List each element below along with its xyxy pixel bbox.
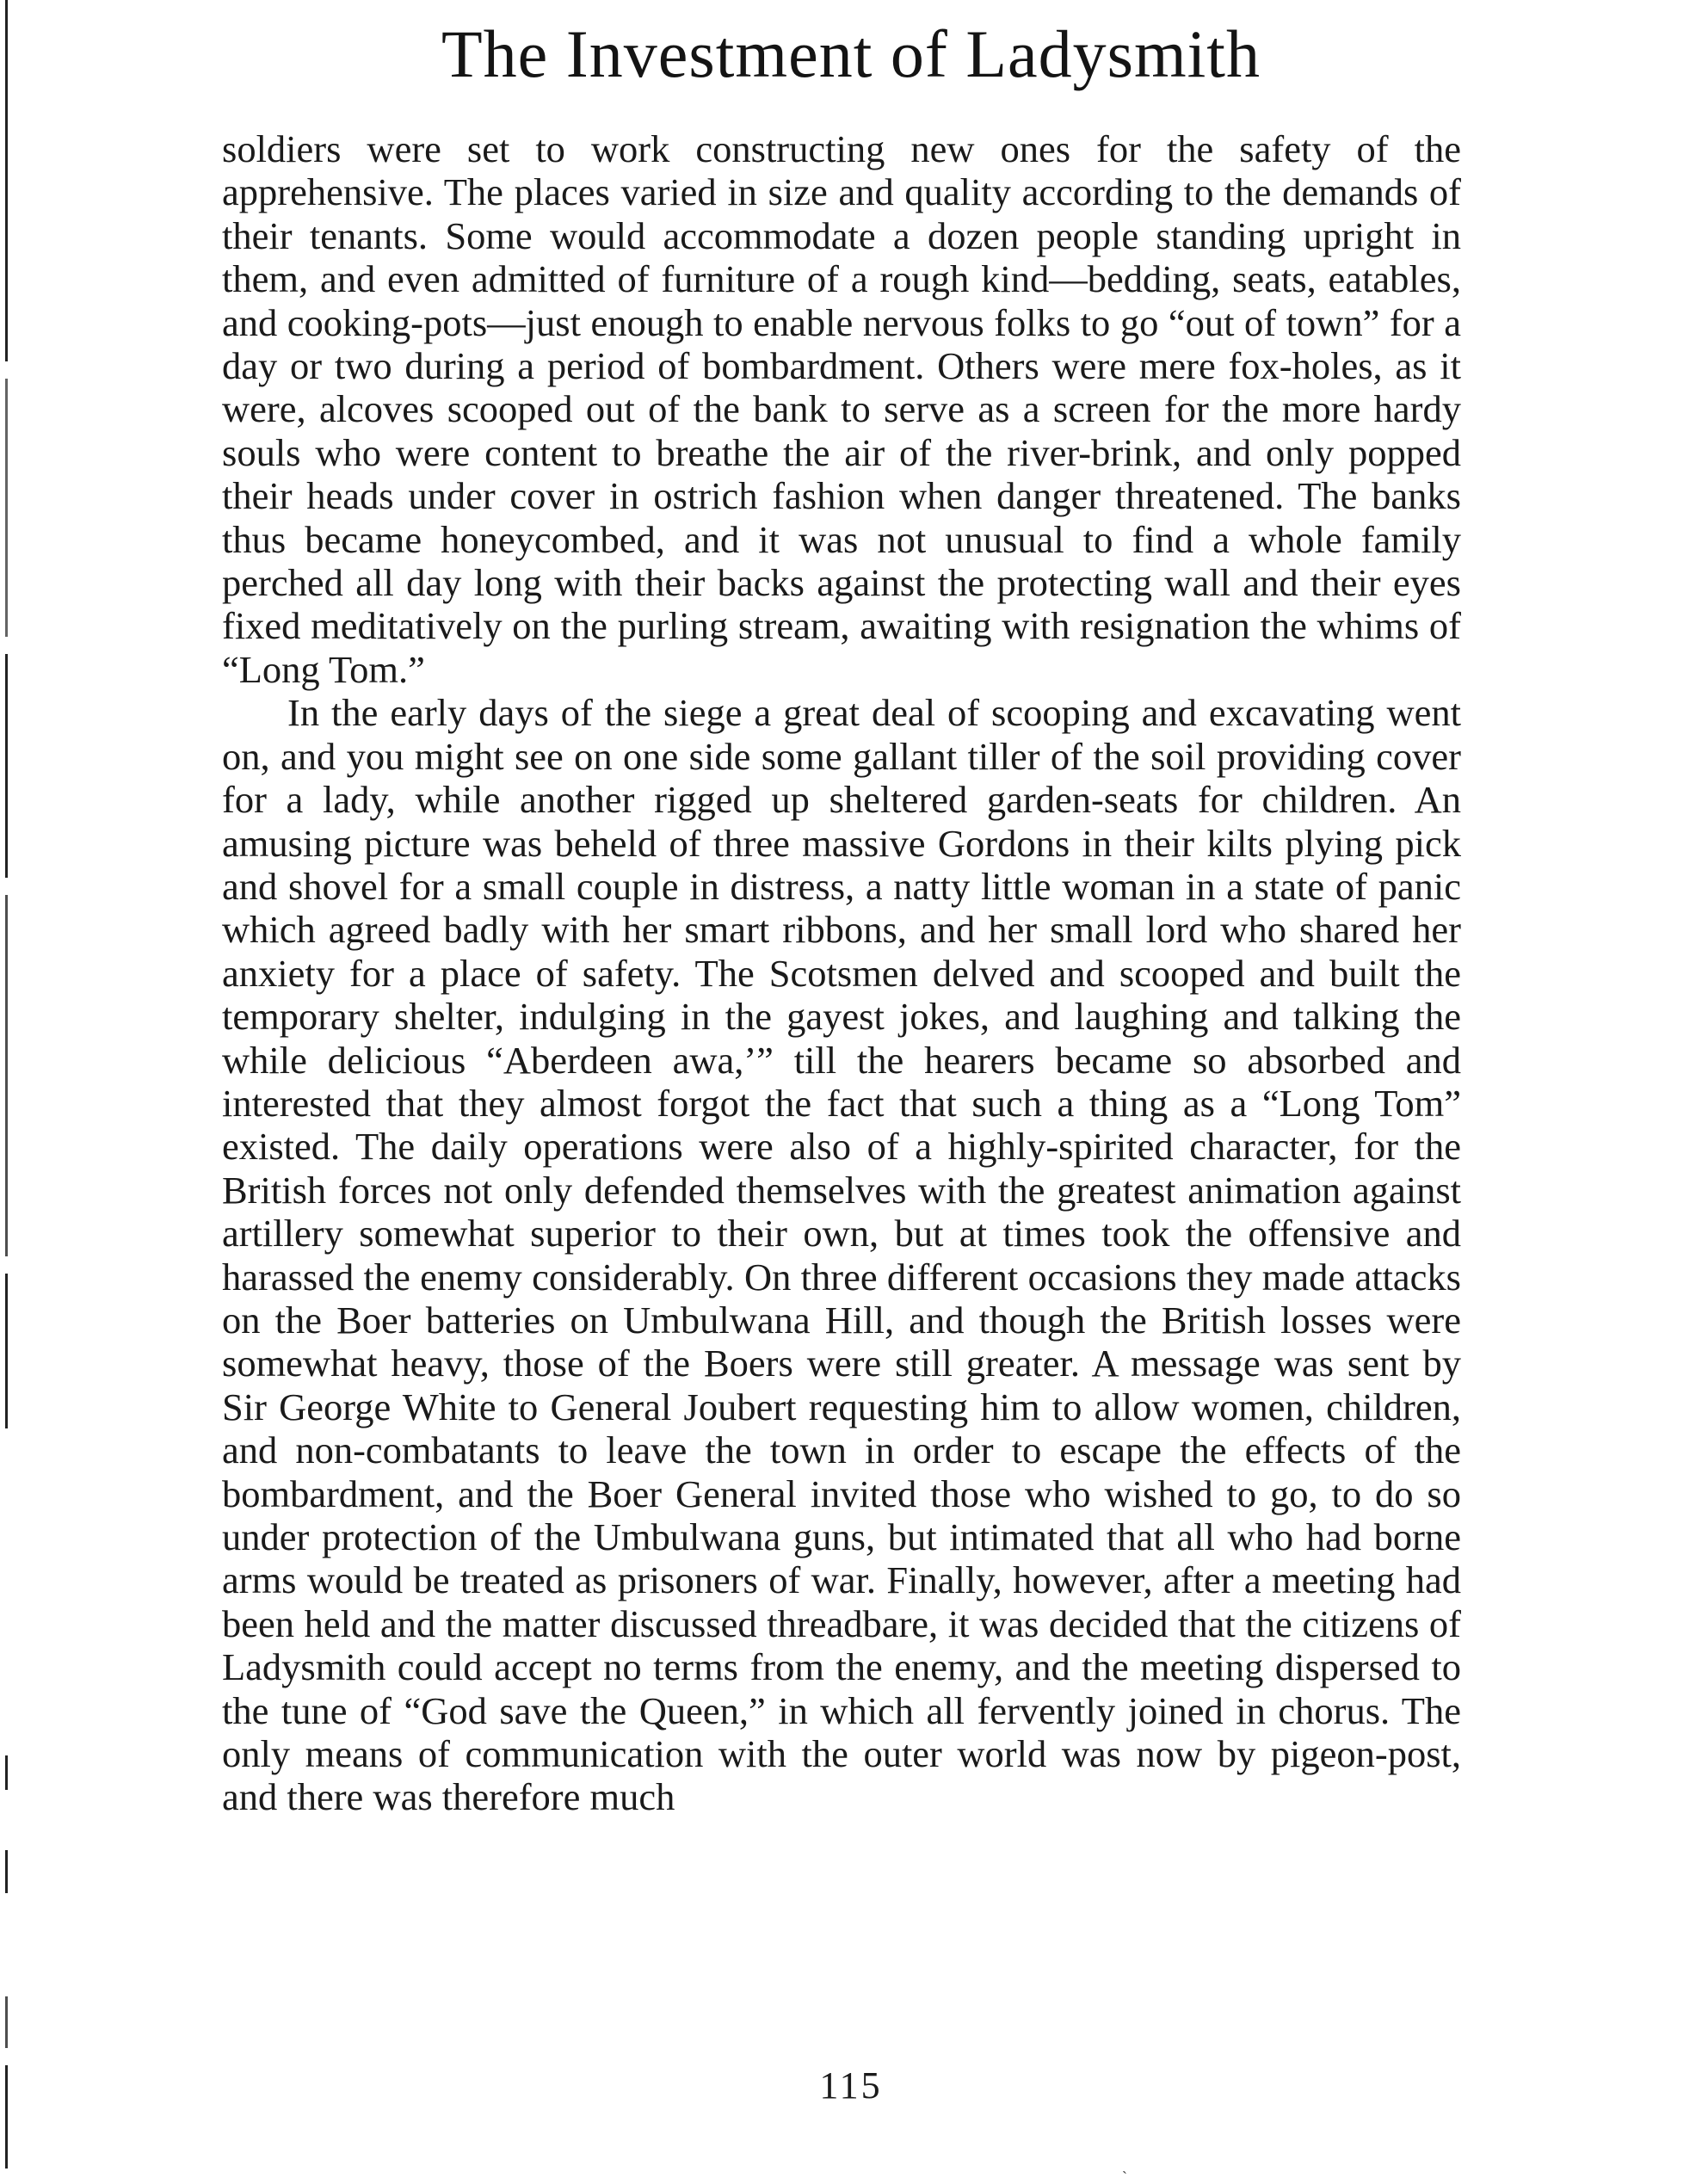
page-number: 115 (819, 2064, 883, 2107)
running-head: The Investment of Ladysmith (441, 16, 1261, 91)
print-speck: ˏ (1122, 2156, 1127, 2174)
binding-edge-shadow (5, 0, 9, 2184)
paragraph-siege-excavations: In the early days of the siege a great deal of scooping and excavating went on, and you might see on one side some gallant tiller of the soil providing cover for a lady, while another rigged up sheltered garden-seats for children. An amusing picture was beheld of three massive Gordons in their kilts plying pick and shovel for a small couple in distress, a natty little woman in a state of panic which agreed badly with her smart ribbons, and her small lord who shared her anxiety for a place of safety. The Scotsmen delved and scooped and built the temporary shelter, indulging in the gayest jokes, and laughing and talking the while delicious “Aberdeen awa,’” till the hearers became so absorbed and interested that they almost forgot the fact that such a thing as a “Long Tom” existed. The daily operations were also of a highly-spirited character, for the British forces not only defended themselves with the greatest animation against artillery somewhat superior to their own, but at times took the offensive and harassed the enemy considerably. On three different occasions they made attacks on the Boer batteries on Umbulwana Hill, and though the British losses were somewhat heavy, those of the Boers were still greater. A message was sent by Sir George White to General Joubert requesting him to allow women, children, and non-combatants to leave the town in order to escape the effects of the bombardment, and the Boer General invited those who wished to go, to do so under protection of the Umbulwana guns, but intimated that all who had borne arms would be treated as prisoners of war. Finally, however, after a meeting had been held and the matter discussed threadbare, it was decided that the citizens of Ladysmith could accept no terms from the enemy, and the meeting dispersed to the tune of “God save the Queen,” in which all fervently joined in chorus. The only means of communication with the outer world was now by pigeon-post, and there was therefore much (222, 691, 1461, 1819)
body-text (222, 127, 1461, 1819)
paragraph-continued: soldiers were set to work constructing new ones for the safety of the apprehensive. The places varied in size and quality according to the demands of their tenants. Some would accommodate a dozen people standing upright in them, and even admitted of furniture of a rough kind—bedding, seats, eatables, and cooking-pots—just enough to enable nervous folks to go “out of town” for a day or two during a period of bombardment. Others were mere fox-holes, as it were, alcoves scooped out of the bank to serve as a screen for the more hardy souls who were content to breathe the air of the river-brink, and only popped their heads under cover in ostrich fashion when danger threatened. The banks thus became honeycombed, and it was not unusual to find a whole family perched all day long with their backs against the protecting wall and their eyes fixed meditatively on the purling stream, awaiting with resignation the whims of “Long Tom.” (222, 127, 1461, 691)
